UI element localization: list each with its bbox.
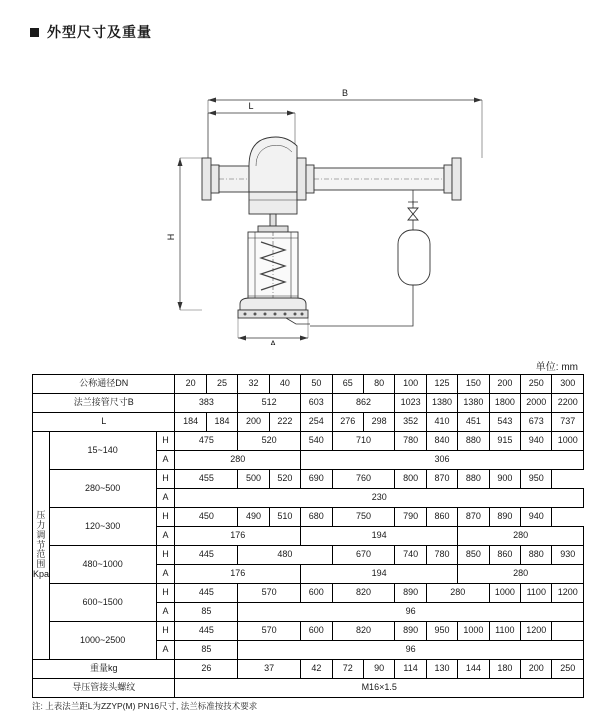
cell-g3-a-2: 280	[458, 565, 584, 584]
cell-g5-h-blank	[552, 622, 584, 641]
cell-flange-0: 383	[175, 394, 238, 413]
cell-weight-3: 72	[332, 660, 363, 679]
cell-a-marker-1: A	[156, 489, 175, 508]
table-row-g5-h	[33, 622, 584, 641]
cell-g5-h-8: 1200	[521, 622, 552, 641]
cell-g2-h-2: 510	[269, 508, 300, 527]
cell-flange-3: 862	[332, 394, 395, 413]
cell-g4-h-1: 570	[238, 584, 301, 603]
cell-g4-h-4: 890	[395, 584, 426, 603]
cell-g4-h-3: 820	[332, 584, 395, 603]
cell-flange-7: 1800	[489, 394, 520, 413]
cell-weight-10: 250	[552, 660, 584, 679]
cell-range-3: 480~1000	[49, 546, 156, 584]
cell-g2-a-2: 280	[458, 527, 584, 546]
cell-g0-h-8: 940	[521, 432, 552, 451]
cell-l-6: 298	[363, 413, 394, 432]
table-row-weight	[33, 660, 584, 679]
cell-thread-value: M16×1.5	[175, 679, 584, 698]
cell-dn-5: 65	[332, 375, 363, 394]
table-row-flange-b	[33, 394, 584, 413]
cell-a-marker-4: A	[156, 603, 175, 622]
group-label-char-4: 范	[36, 549, 46, 560]
cell-g5-h-7: 1100	[489, 622, 520, 641]
bullet-square-icon	[30, 28, 39, 37]
cell-l-7: 352	[395, 413, 426, 432]
cell-g1-h-1: 500	[238, 470, 269, 489]
cell-g3-h-5: 850	[458, 546, 489, 565]
unit-note: 单位: mm	[535, 362, 578, 373]
cell-dn-0: 20	[175, 375, 206, 394]
cell-g0-h-6: 880	[458, 432, 489, 451]
cell-dn-2: 32	[238, 375, 269, 394]
table-row-g4-h	[33, 584, 584, 603]
dimension-label-A: A	[269, 339, 277, 345]
cell-g4-h-2: 600	[301, 584, 332, 603]
cell-l-12: 737	[552, 413, 584, 432]
cell-h-marker-1: H	[156, 470, 175, 489]
cell-g0-h-5: 840	[426, 432, 457, 451]
cell-h-marker-4: H	[156, 584, 175, 603]
section-heading	[30, 22, 152, 42]
cell-g3-h-6: 860	[489, 546, 520, 565]
cell-weight-label: 重量kg	[33, 660, 175, 679]
table-row-g3-h	[33, 546, 584, 565]
cell-g5-a-1: 96	[238, 641, 584, 660]
cell-g2-h-7: 870	[458, 508, 489, 527]
cell-g2-h-8: 890	[489, 508, 520, 527]
cell-g2-h-9: 940	[521, 508, 552, 527]
cell-range-2: 120~300	[49, 508, 156, 546]
cell-dn-11: 250	[521, 375, 552, 394]
cell-weight-9: 200	[521, 660, 552, 679]
cell-g4-h-8: 1200	[552, 584, 584, 603]
cell-g0-h-2: 540	[301, 432, 332, 451]
cell-g0-h-0: 475	[175, 432, 238, 451]
group-label-char-1: 力	[36, 519, 46, 530]
cell-g1-h-4: 760	[332, 470, 395, 489]
cell-dn-8: 125	[426, 375, 457, 394]
table-row-g0-h	[33, 432, 584, 451]
cell-g2-h-3: 680	[301, 508, 332, 527]
cell-flange-5: 1380	[426, 394, 457, 413]
cell-g3-h-1: 480	[238, 546, 332, 565]
cell-weight-2: 42	[301, 660, 332, 679]
cell-g2-h-1: 490	[238, 508, 269, 527]
section-heading-label: 外型尺寸及重量	[47, 24, 152, 40]
cell-g3-h-8: 930	[552, 546, 584, 565]
cell-g1-h-5: 800	[395, 470, 426, 489]
cell-dn-7: 100	[395, 375, 426, 394]
group-label-char-2: 调	[36, 529, 46, 540]
cell-g1-h-2: 520	[269, 470, 300, 489]
cell-g2-a-1: 194	[301, 527, 458, 546]
cell-g4-h-6: 1000	[489, 584, 520, 603]
cell-range-4: 600~1500	[49, 584, 156, 622]
cell-g1-h-8: 900	[489, 470, 520, 489]
cell-g5-h-5: 950	[426, 622, 457, 641]
cell-group-label	[33, 432, 50, 660]
cell-flange-8: 2000	[521, 394, 552, 413]
cell-g4-h-5: 280	[426, 584, 489, 603]
cell-a-marker-0: A	[156, 451, 175, 470]
cell-g0-a-0: 280	[175, 451, 301, 470]
cell-g0-h-7: 915	[489, 432, 520, 451]
cell-g2-a-0: 176	[175, 527, 301, 546]
cell-dn-label: 公称通径DN	[33, 375, 175, 394]
cell-dn-9: 150	[458, 375, 489, 394]
cell-dn-6: 80	[363, 375, 394, 394]
cell-g3-h-7: 880	[521, 546, 552, 565]
cell-g1-h-6: 870	[426, 470, 457, 489]
dimension-label-B: B	[341, 88, 349, 98]
specification-table	[32, 374, 584, 698]
cell-weight-6: 130	[426, 660, 457, 679]
cell-g4-h-0: 445	[175, 584, 238, 603]
cell-l-0: 184	[175, 413, 206, 432]
cell-h-marker-5: H	[156, 622, 175, 641]
cell-g4-a-1: 96	[238, 603, 584, 622]
cell-g4-a-0: 85	[175, 603, 238, 622]
cell-g0-a-1: 306	[301, 451, 584, 470]
cell-g5-h-2: 600	[301, 622, 332, 641]
cell-dn-1: 25	[206, 375, 237, 394]
cell-g1-h-3: 690	[301, 470, 332, 489]
cell-g1-a-0: 230	[175, 489, 584, 508]
cell-a-marker-5: A	[156, 641, 175, 660]
cell-l-3: 222	[269, 413, 300, 432]
cell-g3-h-2: 670	[332, 546, 395, 565]
cell-g0-h-4: 780	[395, 432, 426, 451]
cell-a-marker-2: A	[156, 527, 175, 546]
cell-g1-h-9: 950	[521, 470, 552, 489]
cell-flange-4: 1023	[395, 394, 426, 413]
cell-g2-h-6: 860	[426, 508, 457, 527]
cell-a-marker-3: A	[156, 565, 175, 584]
cell-weight-1: 37	[238, 660, 301, 679]
cell-g3-a-1: 194	[301, 565, 458, 584]
cell-l-4: 254	[301, 413, 332, 432]
cell-range-5: 1000~2500	[49, 622, 156, 660]
cell-flange-1: 512	[238, 394, 301, 413]
cell-flange-9: 2200	[552, 394, 584, 413]
footer-note: 注: 上表法兰距L为ZZYP(M) PN16尺寸, 法兰标准按技术要求	[32, 701, 258, 711]
table-row-thread	[33, 679, 584, 698]
table-row-g2-h	[33, 508, 584, 527]
cell-g4-h-7: 1100	[521, 584, 552, 603]
cell-weight-4: 90	[363, 660, 394, 679]
cell-g2-h-5: 790	[395, 508, 426, 527]
cell-l-9: 451	[458, 413, 489, 432]
dimension-label-H: H	[166, 233, 176, 241]
cell-weight-5: 114	[395, 660, 426, 679]
cell-g0-h-3: 710	[332, 432, 395, 451]
cell-flange-6: 1380	[458, 394, 489, 413]
cell-g3-h-0: 445	[175, 546, 238, 565]
cell-g3-h-4: 780	[426, 546, 457, 565]
cell-g1-h-7: 880	[458, 470, 489, 489]
cell-weight-0: 26	[175, 660, 238, 679]
table-row-dn	[33, 375, 584, 394]
cell-g3-h-3: 740	[395, 546, 426, 565]
cell-h-marker-3: H	[156, 546, 175, 565]
table-row-g1-h	[33, 470, 584, 489]
dimension-label-L: L	[248, 101, 254, 111]
cell-l-1: 184	[206, 413, 237, 432]
cell-h-marker-2: H	[156, 508, 175, 527]
cell-g3-a-0: 176	[175, 565, 301, 584]
group-label-char-0: 压	[36, 509, 46, 520]
cell-dn-12: 300	[552, 375, 584, 394]
cell-g2-h-0: 450	[175, 508, 238, 527]
cell-g2-h-4: 750	[332, 508, 395, 527]
cell-g5-h-6: 1000	[458, 622, 489, 641]
cell-dn-10: 200	[489, 375, 520, 394]
group-label-char-6: Kpa	[33, 569, 50, 580]
cell-g5-h-1: 570	[238, 622, 301, 641]
cell-l-8: 410	[426, 413, 457, 432]
cell-l-10: 543	[489, 413, 520, 432]
cell-g0-h-1: 520	[238, 432, 301, 451]
cell-l-5: 276	[332, 413, 363, 432]
cell-thread-label: 导压管接头螺纹	[33, 679, 175, 698]
cell-flange-label: 法兰接管尺寸B	[33, 394, 175, 413]
table-row-l	[33, 413, 584, 432]
cell-flange-2: 603	[301, 394, 332, 413]
group-label-char-5: 围	[36, 559, 46, 570]
cell-h-marker-0: H	[156, 432, 175, 451]
cell-l-11: 673	[521, 413, 552, 432]
cell-l-label: L	[33, 413, 175, 432]
cell-g5-h-3: 820	[332, 622, 395, 641]
cell-range-0: 15~140	[49, 432, 156, 470]
cell-g5-h-0: 445	[175, 622, 238, 641]
cell-g5-h-4: 890	[395, 622, 426, 641]
cell-dn-4: 50	[301, 375, 332, 394]
cell-g0-h-9: 1000	[552, 432, 584, 451]
cell-weight-8: 180	[489, 660, 520, 679]
cell-weight-7: 144	[458, 660, 489, 679]
cell-g5-a-0: 85	[175, 641, 238, 660]
cell-range-1: 280~500	[49, 470, 156, 508]
cell-g1-h-0: 455	[175, 470, 238, 489]
valve-assembly-drawing	[160, 70, 510, 345]
cell-l-2: 200	[238, 413, 269, 432]
cell-dn-3: 40	[269, 375, 300, 394]
group-label-char-3: 节	[36, 539, 46, 550]
